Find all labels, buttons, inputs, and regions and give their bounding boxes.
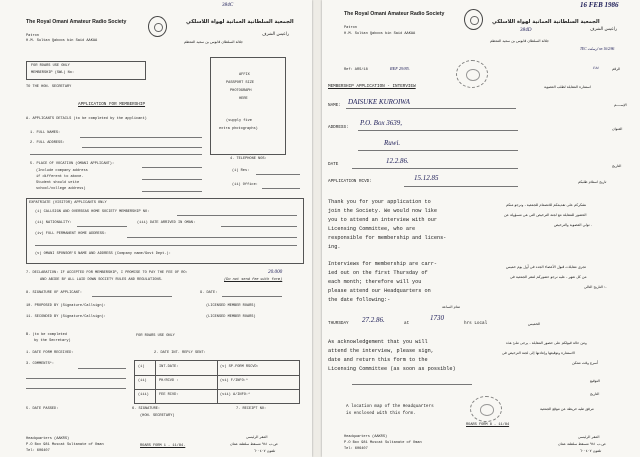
fee-note: (Do not send fee with form) [224,278,283,282]
body-line-ar: نشكركم على تقديمكم للانضمام للجمعية ، ونرجو منكم [506,203,587,207]
footer-line: P.O Box 981 Muscat Sultanate of Oman [344,441,422,445]
photo-box [210,57,286,155]
society-name-en: The Royal Omani Amateur Radio Society [26,19,127,25]
phone-res-label: (i) Res: [232,169,250,173]
date-received-label: 1. DATE FORM RECEIVED: [26,351,74,355]
body-line: ied out on the first Thursday of [328,270,428,276]
table-cell: (ii) [138,379,147,383]
name-label-ar: الإســــم [614,103,627,107]
office-use-box [26,61,146,80]
photo-line: extra photographs) [219,127,258,131]
society-emblem-icon [464,9,483,30]
photo-line: PASSPORT SIZE [226,81,255,85]
application-received-label: APPLICATION RCVD: [328,179,372,184]
photo-line: (supply five [226,119,252,123]
body-line-ar: تجرى مقابلات قبول الأعضاء الجدد في أول يوم خميس [506,265,586,269]
footer-line: P.O Box 981 Muscat Sultanate of Oman [26,443,104,447]
date-field[interactable] [222,296,282,297]
patron-name-ar: جلالة السلطان قابوس بن سعيد المعظم [490,39,550,43]
body-line: ing. [328,244,341,250]
patron-name-ar: جلالة السلطان قابوس بن سعيد المعظم [184,40,244,44]
table-cell: FEE RCVD: [159,393,179,397]
table-cell: (vii) A/INFO:* [220,393,251,397]
photo-line: AFFIX [239,73,250,77]
section-b-label: B. (to be completed [26,333,67,337]
address-underline [358,130,518,131]
proposed-by-label: 10. PROPOSED BY (Signature/Callsign): [26,304,106,308]
signature-line[interactable] [352,384,472,385]
full-address-label: 2. FULL ADDRESS: [30,141,65,145]
location-note: is enclosed with this form. [346,411,416,416]
full-names-label: 1. FULL NAMES: [30,131,61,135]
footer-ar-line: ص.ب ٩٨١ مسقط سلطنة عمان [230,442,278,446]
receipt-no-label: 7. RECEIPT NO: [236,407,267,411]
full-names-field[interactable] [80,137,202,138]
section-a-label: A. APPLICANTS DETAILS (to be completed by the applicant) [26,117,147,121]
sponsor-label: (v) OMANI SPONSOR'S NAME AND ADDRESS (Company name/Govt Dept.): [35,252,171,256]
society-emblem-icon [148,16,167,37]
date-underline [352,168,518,169]
comments-field[interactable] [78,368,126,369]
application-received-date: 15.12.85 [414,174,439,182]
reply-sent-label: 2. DATE INT. REPLY SENT: [154,351,206,355]
footer-line: Headquarters (AAKRS) [26,437,70,441]
fee-amount: 20.000 [268,269,283,275]
body-line: join the Society. We would now like [328,208,437,214]
signature-label: 8. SIGNATURE OF APPLICANT: [26,291,83,295]
ref-label-ar: الرقم [612,67,621,71]
body-line: responsible for membership and licens- [328,235,447,241]
form-number: ROARS FORM 8 - 11/84 [466,423,510,427]
nationality-field[interactable] [77,226,127,227]
roars-use-label: FOR ROARS USE ONLY [136,334,175,338]
letter-title-ar: استمارة المقابلة لطلب العضوية [544,85,592,89]
letter-date: 12.2.86. [386,157,409,165]
address-line[interactable] [30,154,202,155]
date-arrived-label: (iii) DATE ARRIVED IN OMAN: [137,221,196,225]
society-name-en: The Royal Omani Amateur Radio Society [344,11,445,17]
thursday-label: THURSDAY [328,321,349,326]
table-cell: (vi) F/INFO:* [220,379,249,383]
patron-label: Patron [26,34,39,38]
comments-line[interactable] [26,378,126,379]
body-line: As acknowledgement that you will [328,339,428,345]
vocation-field[interactable] [142,191,202,192]
table-cell: PH/RCVD : [159,379,179,383]
body-line-ar: أسرع وقت ممكن [572,361,599,365]
address-underline [358,150,518,151]
body-line-ar: الحضور للمقابلة مع لجنة الترخيص التي هي مسؤولة عن [504,213,587,217]
footer-line: Tel: 606407 [26,449,50,453]
membership-swl-label: MEMBERSHIP (SWL) No: [31,71,75,75]
patron-name: H.M. Sultan Qaboos bin Said AAKAA [26,39,98,43]
location-note: A location map of the Headquarters [346,404,434,409]
name-underline [346,108,516,109]
table-cell: (v) SP.FORM RSCVD: [220,365,259,369]
full-address-field[interactable] [82,147,202,148]
secretary-signature-label: 6. SIGNATURE: [132,407,161,411]
form-title: APPLICATION FOR MEMBERSHIP [78,102,146,107]
patron-name: H.M. Sultan Qaboos bin Said AAKAA [344,32,416,36]
vocation-note: if different to above. [36,175,84,179]
ref-label: Ref: ARS/18 [344,68,368,72]
society-name-ar: الجمعية السلطانية العمانية لهواة اللاسلكي [492,19,600,25]
body-line: each month; therefore will you [328,279,422,285]
vocation-field[interactable] [142,167,202,168]
address-label-ar: العنوان [612,127,623,131]
at-label: at [404,321,410,326]
address-label: ADDRESS: [328,125,349,130]
applicant-name: DAISUKE KUROIWA [348,98,410,106]
location-note-ar: مرفق طيه خريطة عن موقع الجمعية [540,407,594,411]
footer-ar-line: تلفون ٦٠٠٤٠٧ [254,449,276,453]
form-number: ROARS FORM 1 - 11/84. [140,444,186,448]
interview-time: 1730 [430,314,444,322]
phone-office-label: (ii) Office: [232,183,258,187]
name-label: NAME: [328,103,341,108]
nationality-label: (ii) NATIONALITY: [35,221,72,225]
received-date-stamp: 16 FEB 1986 [580,1,619,9]
top-note: 384C [222,2,234,8]
time-label-ar: تمام الساعة [442,305,461,309]
thursday-label-ar: الخميس [528,322,541,326]
phone-res-field[interactable] [256,174,300,175]
footer-ar-line: المقر الرئيسي [578,435,600,439]
letter-title: MEMBERSHIP APPLICATION - INTERVIEW [328,84,416,89]
signature-field[interactable] [92,296,172,297]
date-passed-label: 5. DATE PASSED: [26,407,59,411]
date-label-ar: التاريخ [612,164,622,168]
ref-value: REF 29/85. [390,66,410,71]
date-label: DATE [328,162,339,167]
photo-line: PHOTOGRAPH [230,89,252,93]
callsign-label: (i) CALLSIGN AND OVERSEAS HOME SOCIETY MEMBERSHIP NO: [35,210,150,214]
body-line-ar: الاستمارة وتوقيعها وإعادتها إلى لجنة الترخيص في [502,351,576,355]
photo-line: HERE [239,97,248,101]
footer-line: Headquarters (AAKRS) [344,435,388,439]
date-arrived-field[interactable] [221,226,297,227]
top-note: 384D [520,27,532,33]
tec-note: TEC ارسلت on 16/2/86 [580,47,615,51]
comments-label: 3. COMMENTS*: [26,362,55,366]
signature-label-ar: التوقيع [590,379,600,383]
ref-value-ar: ١/٨٤ [592,66,599,70]
body-line: Licensing Committee (as soon as possible) [328,366,456,372]
vocation-note: school/college address) [36,187,86,191]
body-line-ar: التاريخ التالي :- [584,285,607,289]
received-underline [404,186,518,187]
table-cell: (iii) [138,393,149,397]
body-line: Licensing Committee, who are [328,226,416,232]
body-line-ar: من كل شهر ، عليه نرجو حضوركم لمقر الجمعية في [510,275,587,279]
declaration-label: 7. DECLARATION: IF ACCEPTED FOR MEMBERSHIP, I PROMISE TO PAY THE FEE OF RO: [26,271,188,275]
home-address-field[interactable] [127,237,297,238]
office-use-label: FOR ROARS USE ONLY [31,64,70,68]
expatriate-box [26,198,304,264]
body-line: you to attend an interview with our [328,217,437,223]
patron-label-ar: راعيس الشرف [590,27,618,32]
applicant-address-city: Ruwi. [384,139,401,147]
date-label-ar: التاريخ [590,392,600,396]
secretary-title: (HON. SECRETARY) [140,414,175,418]
vocation-note: Student should write [36,181,80,185]
body-line: Interviews for membership are carr- [328,261,437,267]
vocation-label: 5. PLACE OF VOCATION (OMANI APPLICANT): [30,162,115,166]
body-line: Thank you for your application to [328,199,431,205]
date-label: 9. DATE: [200,291,218,295]
patron-label: Patron [344,26,357,30]
callsign-field[interactable] [177,215,297,216]
processing-table [134,360,300,404]
table-cell: INT.DATE: [159,365,179,369]
body-line-ar: تولي العضوية والترخيص . [554,223,592,227]
body-line: please attend our Headquarters on [328,288,431,294]
footer-ar-line: ص.ب ٩٨١ مسقط سلطنة عمان [558,442,606,446]
society-stamp-icon [470,396,502,422]
received-label-ar: تاريخ استلام طلبكم [578,180,607,184]
footer-line: Tel: 606407 [344,447,368,451]
licensed-member-note: (LICENSED MEMBER ROARS) [206,304,256,308]
section-b-note: by the Secretary) [34,339,71,343]
home-address-line[interactable] [35,245,297,246]
applicant-address: P.O. Box 3639, [360,119,403,127]
expatriate-label: EXPATRIATE (VISITOR) APPLICANTS ONLY [29,201,107,205]
society-stamp-icon [456,60,488,88]
table-cell: (i) [138,365,145,369]
home-address-label: (iv) FULL PERMANENT HOME ADDRESS: [35,232,107,236]
telephone-label: 4. TELEPHONE NOS: [230,157,267,161]
interview-date: 27.2.86. [362,316,385,324]
licensed-member-note: (LICENSED MEMBER ROARS) [206,315,256,319]
body-line: date and return this form to the [328,357,428,363]
comments-line[interactable] [26,388,126,389]
vocation-note: (Include company address [36,169,88,173]
patron-label-ar: راعيس الشرف [262,32,290,37]
vocation-field[interactable] [142,179,202,180]
interview-letter [322,0,640,457]
seconded-by-label: 11. SECONDED BY (Signature/Callsign): [26,315,106,319]
footer-ar-line: تلفون ٦٠٠٤٠٧ [580,449,602,453]
body-line: the date following:- [328,297,391,303]
hours-label: hrs Local [464,321,488,326]
society-name-ar: الجمعية السلطانية العمانية لهواة اللاسلكي [186,19,294,25]
phone-office-field[interactable] [262,188,300,189]
body-line: attend the interview, please sign, [328,348,434,354]
membership-application-form [0,0,312,457]
addressee: TO THE HON. SECRETARY [26,85,72,89]
body-line-ar: ومن حالة قبولكم على حضور المقابلة ، يرجى ملئ هذه [506,341,587,345]
declaration-text: AND ABIDE BY ALL LAID DOWN SOCIETY RULES AND REGULATIONS. [40,278,163,282]
footer-ar-line: المقر الرئيسي [246,435,268,439]
